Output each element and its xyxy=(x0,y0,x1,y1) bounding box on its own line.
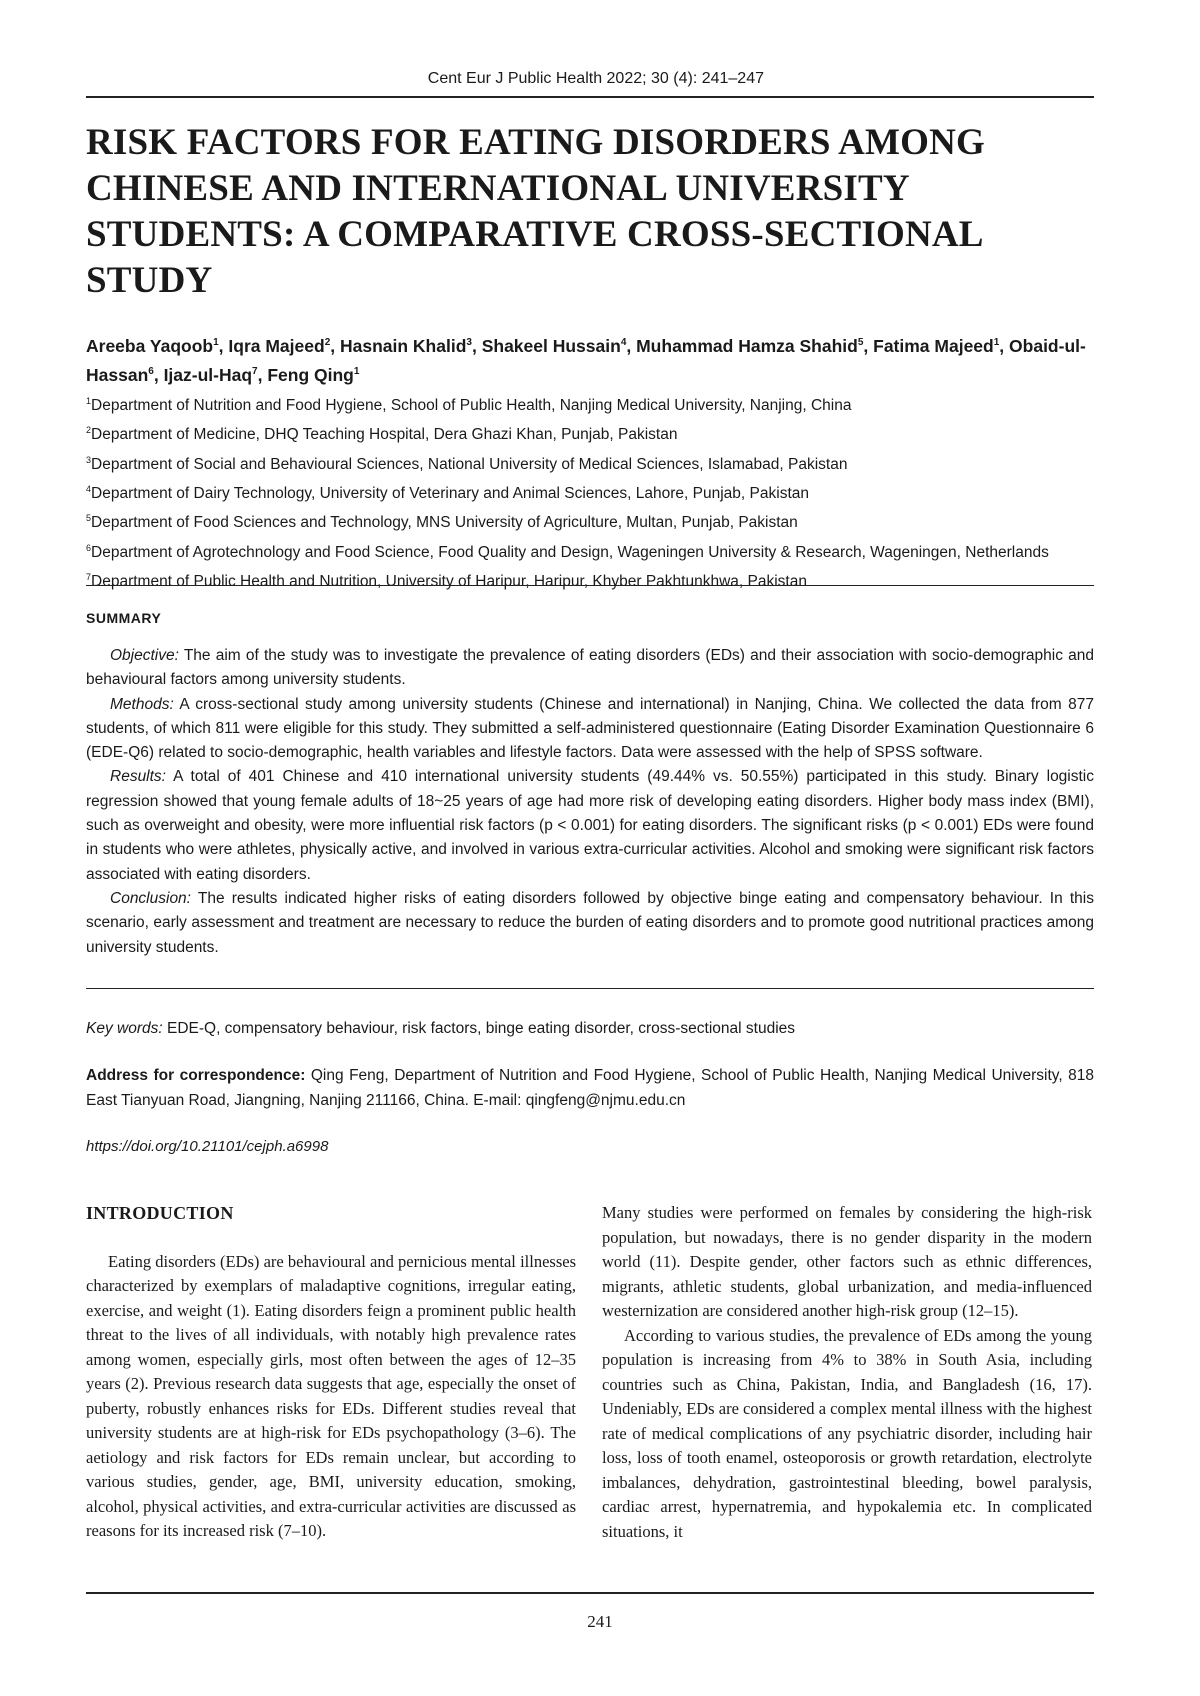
affiliation-item: $^5$Department of Food Sciences and Technology, MNS University of Agriculture, Multan, Punjab, Pakistan xyxy=(86,513,798,532)
summary-heading: SUMMARY xyxy=(86,610,162,626)
keywords-label: Key words: xyxy=(86,1020,163,1037)
affiliation-item: $^7$Department of Public Health and Nutrition, University of Haripur, Haripur, Khyber Pakhtunkhwa, Pakistan xyxy=(86,572,807,591)
affiliation-item: $^6$Department of Agrotechnology and Food Science, Food Quality and Design, Wageningen University & Research, Wageningen, Netherlands xyxy=(86,542,1049,561)
keywords: Key words: EDE-Q, compensatory behaviour, risk factors, binge eating disorder, cross-sectional studies xyxy=(86,1020,796,1037)
summary-methods: Methods: A cross-sectional study among university students (Chinese and international) in Nanjing, China. We collected the data from 877 students, of which 811 were eligible for this study. They submitted a self-administered questionnaire (Eating Disorder Examination Questionnaire 6 (EDE-Q6) related to socio-demographic, health variables and lifestyle factors. Data were assessed with the help of SPSS software. xyxy=(86,695,1094,762)
affiliation-list xyxy=(86,389,1096,595)
summary-conclusion: Conclusion: The results indicated higher risks of eating disorders followed by objective binge eating and compensatory behaviour. In this scenario, early assessment and treatment are necessary to reduce the burden of eating disorders and to promote good nutritional practices among university students. xyxy=(86,889,1094,956)
introduction-heading: INTRODUCTION xyxy=(86,1203,234,1223)
intro-paragraph: According to various studies, the prevalence of EDs among the young population is increasing from 4% to 38% in South Asia, including countries such as China, Pakistan, India, and Bangladesh (16, 17). Undeniably, EDs are considered a complex mental illness with the highest rate of medical complications of any psychiatric disorder, including hair loss, loss of tooth enamel, osteoporosis or growth retardation, electrolyte imbalances, dehydration, gastrointestinal bleeding, bowel paralysis, cardiac arrest, hypernatremia, and hypokalemia etc. In complicated situations, it xyxy=(602,1325,1092,1541)
author-name: Muhammad Hamza Shahid xyxy=(636,335,858,356)
doi-link[interactable]: https://doi.org/10.21101/cejph.a6998 xyxy=(86,1138,329,1155)
author-affiliation-mark: 1 xyxy=(353,365,360,377)
correspondence-label: Address for correspondence: xyxy=(86,1067,306,1084)
author-name: Iqra Majeed xyxy=(228,335,325,356)
author-name: Hasnain Khalid xyxy=(339,335,467,356)
results-label: Results: xyxy=(110,768,166,786)
footer-rule xyxy=(86,1592,1094,1594)
article-title: RISK FACTORS FOR EATING DISORDERS AMONG CHINESE AND INTERNATIONAL UNIVERSITY STUDENTS: A COMPARATIVE CROSS-SECTIONAL STUDY xyxy=(86,122,986,301)
author-affiliation-mark: 3 xyxy=(466,337,472,348)
author-affiliation-mark: 4 xyxy=(620,337,627,348)
methods-label: Methods: xyxy=(110,695,174,713)
journal-header: Cent Eur J Public Health 2022; 30 (4): 241–247 xyxy=(427,70,764,87)
author-name: Feng Qing xyxy=(267,364,354,385)
affiliation-item: $^4$Department of Dairy Technology, University of Veterinary and Animal Sciences, Lahore, Punjab, Pakistan xyxy=(86,484,809,503)
page-number: 241 xyxy=(587,1612,613,1631)
affiliation-item: $^3$Department of Social and Behavioural Sciences, National University of Medical Sciences, Islamabad, Pakistan xyxy=(86,454,848,473)
left-column xyxy=(86,1201,576,1544)
author-affiliation-mark: 2 xyxy=(324,337,331,348)
objective-label: Objective: xyxy=(110,647,179,664)
summary-objective: Objective: The aim of the study was to investigate the prevalence of eating disorders (EDs) and their association with socio-demographic and behavioural factors among university students. xyxy=(86,647,1094,689)
summary-top-rule xyxy=(86,585,1094,586)
affiliation-item: $^1$Department of Nutrition and Food Hygiene, School of Public Health, Nanjing Medical University, Nanjing, China xyxy=(86,396,852,415)
author-name: Fatima Majeed xyxy=(873,335,994,356)
author-name: Areeba Yaqoob xyxy=(86,335,214,356)
author-affiliation-mark: 6 xyxy=(148,365,154,377)
author-affiliation-mark: 7 xyxy=(252,365,258,377)
author-affiliation-mark: 5 xyxy=(857,337,864,348)
intro-paragraph: Many studies were performed on females by considering the high-risk population, but nowadays, there is no gender disparity in the modern world (11). Despite gender, other factors such as ethnic differences, migrants, athletic students, global urbanization, and media-influenced westernization are considered another high-risk group (12–15). xyxy=(602,1203,1092,1320)
author-affiliation-mark: 1 xyxy=(993,337,1000,348)
affiliation-item: $^2$Department of Medicine, DHQ Teaching Hospital, Dera Ghazi Khan, Punjab, Pakistan xyxy=(86,425,678,444)
author-name: Shakeel Hussain xyxy=(481,335,621,356)
summary-results: Results: A total of 401 Chinese and 410 international university students (49.44% vs. 50.55%) participated in this study. Binary logistic regression showed that young female adults of 18~25 years of age had more risk of developing eating disorders. Higher body mass index (BMI), such as overweight and obesity, were more influential risk factors (p < 0.001) for eating disorders. The significant risks (p < 0.001) EDs were found in students who were athletes, physically active, and involved in various extra-curricular activities. Alcohol and smoking were significant risk factors associated with eating disorders. xyxy=(86,768,1094,883)
author-list: Areeba Yaqoob$^1$, Iqra Majeed$^2$, Hasnain Khalid$^3$, Shakeel Hussain$^4$, Muhammad Hamza Shahid$^5$, Fatima Majeed$^1$, Obaid-ul-Hassan$^6$, Ijaz-ul-Haq$^7$, Feng Qing$^1$ xyxy=(86,335,1086,385)
intro-paragraph: Eating disorders (EDs) are behavioural and pernicious mental illnesses characterized by exemplars of maladaptive cognitions, irregular eating, exercise, and weight (1). Eating disorders feign a prominent public health threat to the lives of all individuals, with notably high prevalence rates among women, especially girls, most often between the ages of 12–35 years (2). Previous research data suggests that age, especially the onset of puberty, robustly enhances risks for EDs. Different studies reveal that university students are at high-risk for EDs psychopathology (3–6). The aetiology and risk factors for EDs remain unclear, but according to various studies, gender, age, BMI, university education, smoking, alcohol, physical activities, and extra-curricular activities are discussed as reasons for its increased risk (7–10). xyxy=(86,1251,576,1540)
correspondence: Address for correspondence: Qing Feng, Department of Nutrition and Food Hygiene, School of Public Health, Nanjing Medical University, 818 East Tianyuan Road, Jiangning, Nanjing 211166, China. E-mail: qingfeng@njmu.edu.cn xyxy=(86,1067,1094,1109)
author-name: Obaid-ul-Hassan xyxy=(86,335,1086,385)
right-column xyxy=(602,1201,1092,1544)
author-name: Ijaz-ul-Haq xyxy=(163,364,253,385)
conclusion-label: Conclusion: xyxy=(110,889,191,907)
summary-bottom-rule xyxy=(86,988,1094,989)
summary-section xyxy=(86,610,1094,960)
author-affiliation-mark: 1 xyxy=(213,337,219,348)
header-rule xyxy=(86,96,1094,98)
